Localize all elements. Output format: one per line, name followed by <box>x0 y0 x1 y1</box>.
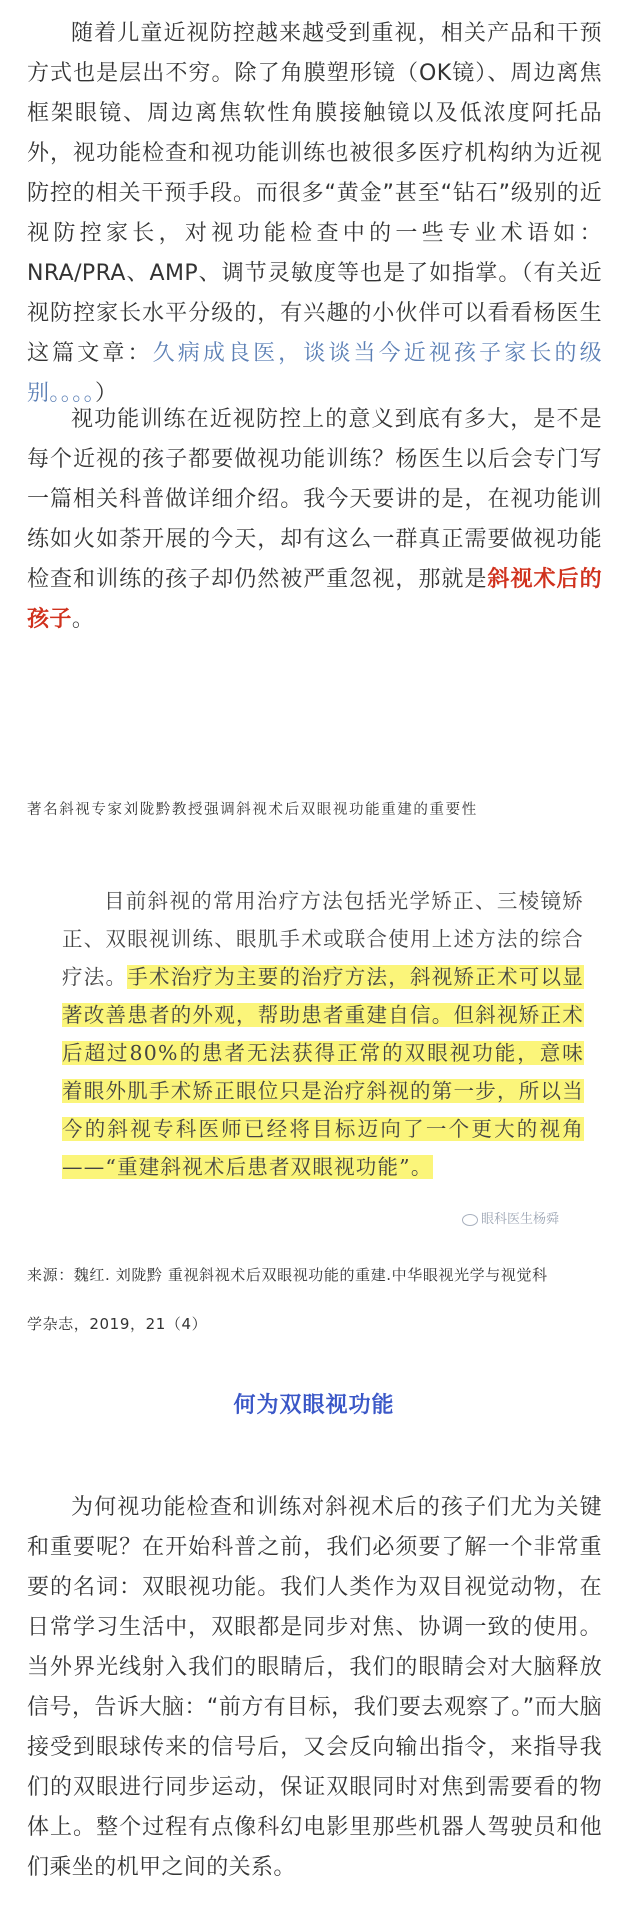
wechat-icon <box>462 1214 478 1226</box>
source-line-2: 学杂志，2019，21（4） <box>27 1315 208 1333</box>
training-end: 。 <box>71 607 95 632</box>
excerpt-highlight: 手术治疗为主要的治疗方法，斜视矫正术可以显著改善患者的外观，帮助患者重建自信。但斜视矫正术后超过80%的患者无法获得正常的双眼视功能，意味着眼外肌手术矫正眼位只是治疗斜视的第一步，所以当今的斜视专科医师已经将目标迈向了一个更大的视角——“重建斜视术后患者双眼视功能”。 <box>62 965 584 1179</box>
intro-end: ） <box>95 381 118 406</box>
image-caption: 著名斜视专家刘陇黔教授强调斜视术后双眼视功能重建的重要性 <box>27 802 478 818</box>
section-heading: 何为双眼视功能 <box>233 1393 395 1418</box>
emphasis-text: 斜视术后的孩子 <box>27 567 602 632</box>
article-link[interactable]: 久病成良医，谈谈当今近视孩子家长的级别。。。。 <box>27 341 602 406</box>
binocular-paragraph: 为何视功能检查和训练对斜视术后的孩子们尤为关键和重要呢？在开始科普之前，我们必须要了解一个非常重要的名词：双眼视功能。我们人类作为双目视觉动物，在日常学习生活中，双眼都是同步对焦、协调一致的使用。当外界光线射入我们的眼睛后，我们的眼睛会对大脑释放信号，告诉大脑：“前方有目标，我们要去观察了。”而大脑接受到眼球传来的信号后，又会反向输出指令，来指导我们的双眼进行同步运动，保证双眼同时对焦到需要看的物体上。整个过程有点像科幻电影里那些机器人驾驶员和他们乘坐的机甲之间的关系。 <box>27 1495 602 1880</box>
training-paragraph <box>27 400 602 640</box>
intro-text: 随着儿童近视防控越来越受到重视，相关产品和干预方式也是层出不穷。除了角膜塑形镜（OK镜）、周边离焦框架眼镜、周边离焦软性角膜接触镜以及低浓度阿托品外，视功能检查和视功能训练也被很多医疗机构纳为近视防控的相关干预手段。而很多“黄金”甚至“钻石”级别的近视防控家长，对视功能检查中的一些专业术语如：NRA/PRA、AMP、调节灵敏度等也是了如指掌。（有关近视防控家长水平分级的，有兴趣的小伙伴可以看看杨医生这篇文章： <box>27 21 602 366</box>
training-text: 视功能训练在近视防控上的意义到底有多大，是不是每个近视的孩子都要做视功能训练？杨医生以后会专门写一篇相关科普做详细介绍。我今天要讲的是，在视功能训练如火如荼开展的今天，却有这么一群真正需要做视功能检查和训练的孩子却仍然被严重忽视，那就是 <box>27 407 602 592</box>
excerpt-plain: 目前斜视的常用治疗方法包括光学矫正、三棱镜矫正、双眼视训练、眼肌手术或联合使用上述方法的综合疗法。 <box>62 889 584 989</box>
watermark <box>462 1208 559 1227</box>
watermark-text: 眼科医生杨舜 <box>481 1212 560 1227</box>
source-line-1: 来源：魏红. 刘陇黔 重视斜视术后双眼视功能的重建.中华眼视光学与视觉科 <box>27 1266 548 1284</box>
excerpt-text <box>62 882 584 1186</box>
intro-paragraph <box>27 14 602 414</box>
